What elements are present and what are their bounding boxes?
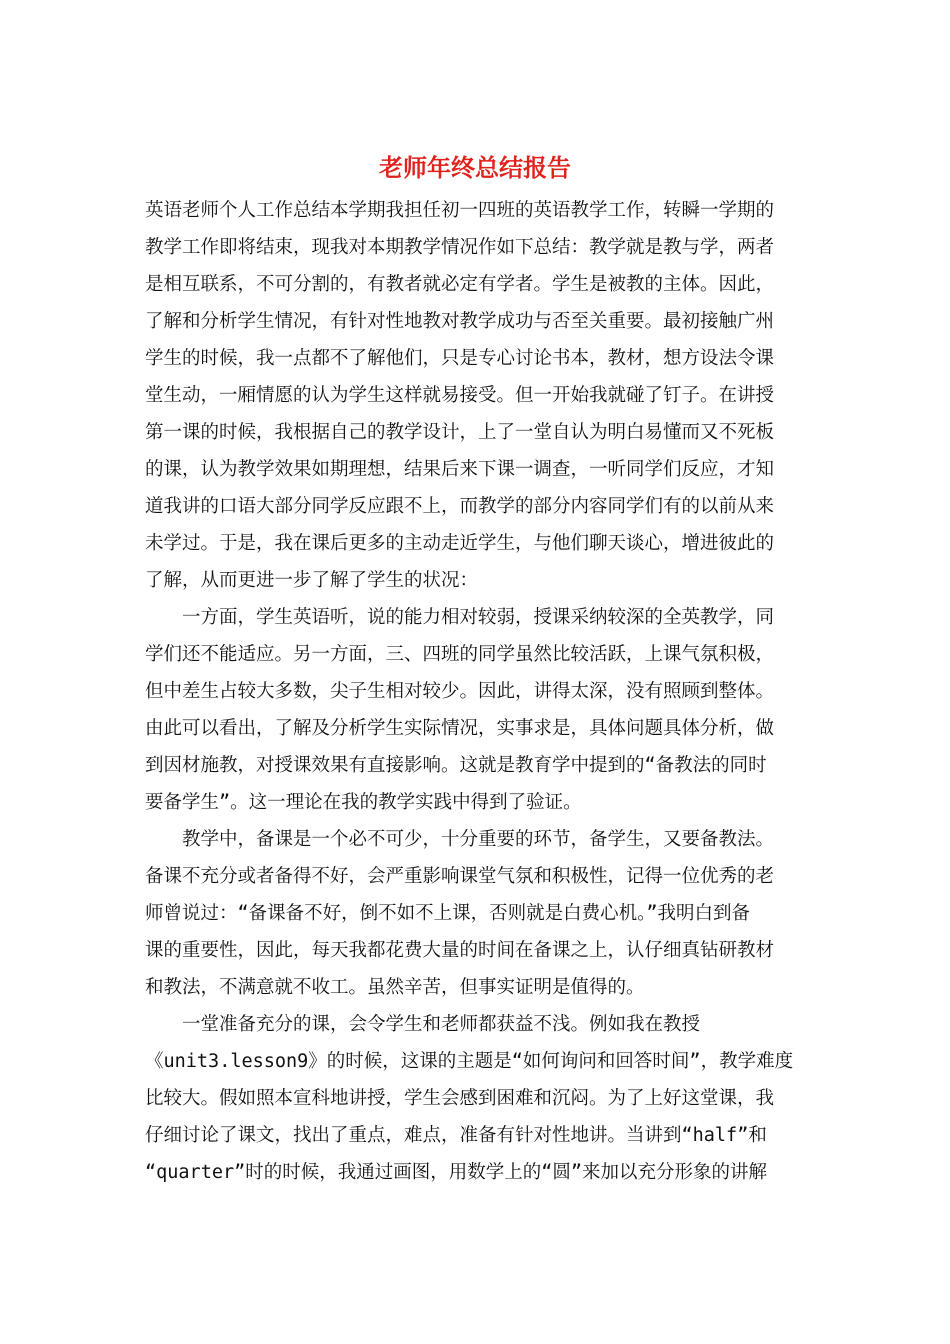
- text-line: 道我讲的口语大部分同学反应跟不上，而教学的部分内容同学们有的以前从来: [145, 496, 775, 517]
- text-line: 一堂准备充分的课，会令学生和老师都获益不浅。例如我在教授: [182, 1014, 701, 1035]
- paragraph-4: [145, 1006, 810, 1191]
- text-line: 教学工作即将结束，现我对本期教学情况作如下总结：教学就是教与学，两者: [145, 237, 775, 258]
- text-line: 到因材施教，对授课效果有直接影响。这就是教育学中提到的“备教法的同时: [145, 755, 767, 776]
- text-line: 教学中，备课是一个必不可少，十分重要的环节，备学生，又要备教法。: [182, 829, 775, 850]
- document-body: [145, 192, 810, 1191]
- text-line: 英语老师个人工作总结本学期我担任初一四班的英语教学工作，转瞬一学期的: [145, 200, 775, 221]
- text-line: 备课不充分或者备得不好，会严重影响课堂气氛和积极性，记得一位优秀的老: [145, 866, 775, 887]
- text-line: 但中差生占较大多数，尖子生相对较少。因此，讲得太深，没有照顾到整体。: [145, 681, 775, 702]
- text-line: 了解，从而更进一步了解了学生的状况：: [145, 570, 479, 591]
- text-line: 学们还不能适应。另一方面，三、四班的同学虽然比较活跃，上课气氛积极，: [145, 644, 775, 665]
- paragraph-2: [145, 599, 810, 821]
- text-line: 由此可以看出，了解及分析学生实际情况，实事求是，具体问题具体分析，做: [145, 718, 775, 739]
- text-line: 仔细讨论了课文，找出了重点，难点，准备有针对性地讲。当讲到“half”和: [145, 1125, 767, 1146]
- text-line: 要备学生”。这一理论在我的教学实践中得到了验证。: [145, 792, 582, 813]
- text-line: 的课，认为教学效果如期理想，结果后来下课一调查，一听同学们反应，才知: [145, 459, 775, 480]
- document-title: 老师年终总结报告: [379, 153, 571, 182]
- paragraph-3: [145, 821, 810, 1006]
- text-line: 课的重要性，因此，每天我都花费大量的时间在备课之上，认仔细真钻研教材: [145, 940, 775, 961]
- text-line: 是相互联系，不可分割的，有教者就必定有学者。学生是被教的主体。因此，: [145, 274, 775, 295]
- text-line: 堂生动，一厢情愿的认为学生这样就易接受。但一开始我就碰了钉子。在讲授: [145, 385, 775, 406]
- text-line: 学生的时候，我一点都不了解他们，只是专心讨论书本，教材，想方设法令课: [145, 348, 775, 369]
- text-line: 师曾说过：“备课备不好，倒不如不上课，否则就是白费心机。”我明白到备: [145, 903, 751, 924]
- text-line: 《unit3.lesson9》的时候，这课的主题是“如何询问和回答时间”，教学难度: [145, 1051, 794, 1072]
- paragraph-1: [145, 192, 810, 599]
- text-line: 了解和分析学生情况，有针对性地教对教学成功与否至关重要。最初接触广州: [145, 311, 775, 332]
- text-line: 一方面，学生英语听，说的能力相对较弱，授课采纳较深的全英教学，同: [182, 607, 775, 628]
- text-line: 第一课的时候，我根据自己的教学设计，上了一堂自认为明白易懂而又不死板: [145, 422, 775, 443]
- text-line: 和教法，不满意就不收工。虽然辛苦，但事实证明是值得的。: [145, 977, 645, 998]
- text-line: 未学过。于是，我在课后更多的主动走近学生，与他们聊天谈心，增进彼此的: [145, 533, 775, 554]
- text-line: 比较大。假如照本宣科地讲授，学生会感到困难和沉闷。为了上好这堂课，我: [145, 1088, 775, 1109]
- text-line: “quarter”时的时候，我通过画图，用数学上的“圆”来加以充分形象的讲解: [145, 1162, 768, 1183]
